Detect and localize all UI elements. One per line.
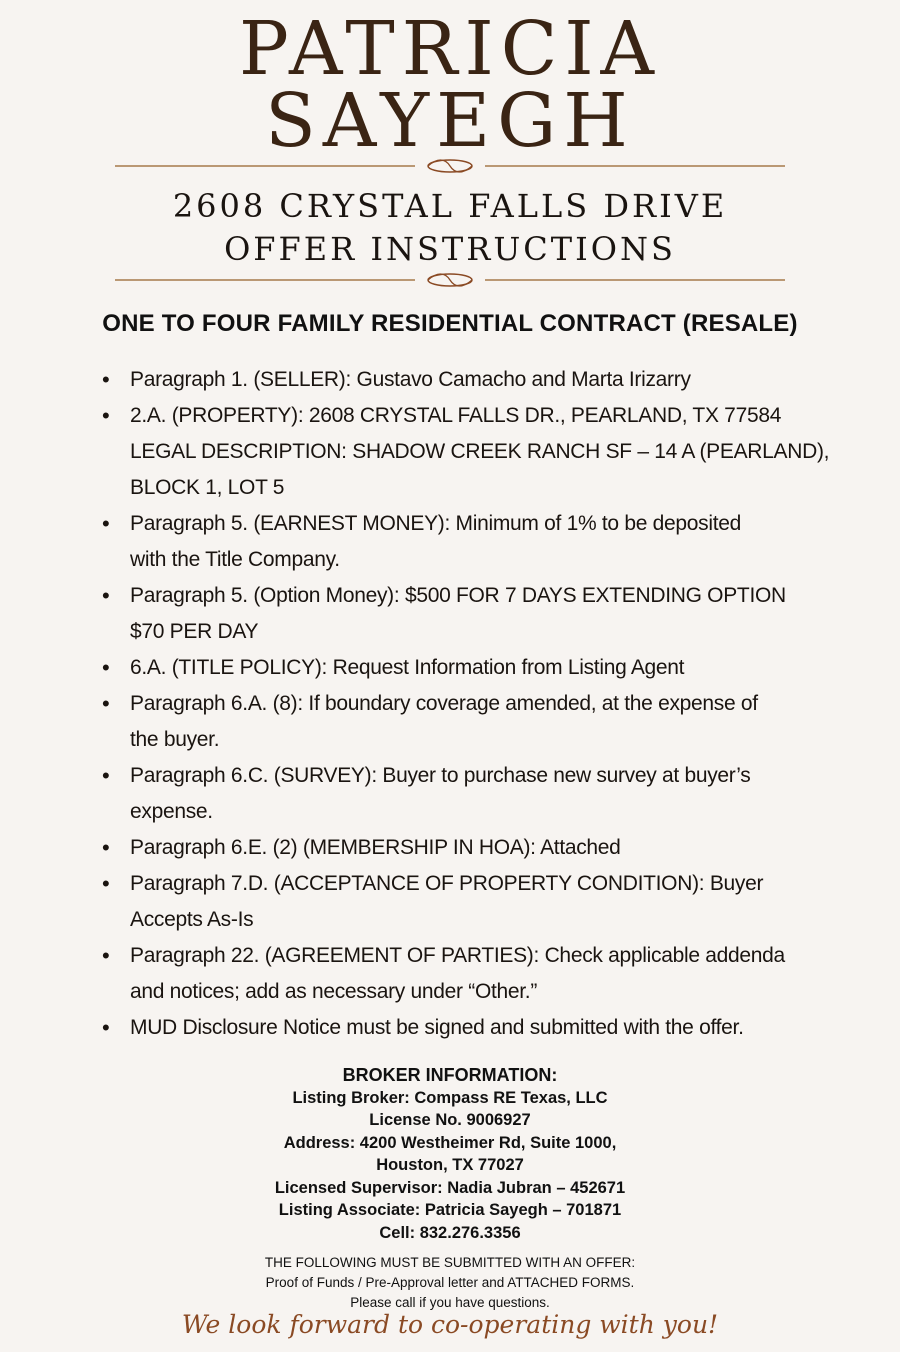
bullet-icon: • (102, 583, 110, 608)
instruction-line: Paragraph 6.C. (SURVEY): Buyer to purchase new survey at buyer’s (130, 764, 751, 787)
agent-name-last: SAYEGH (265, 78, 635, 164)
instruction-line: Accepts As-Is (130, 908, 254, 931)
broker-line: Houston, TX 77027 (376, 1156, 524, 1174)
instruction-line: Paragraph 5. (EARNEST MONEY): Minimum of 1% to be deposited (130, 512, 742, 535)
broker-line: Address: 4200 Westheimer Rd, Suite 1000, (283, 1133, 617, 1152)
instruction-line: Paragraph 6.A. (8): If boundary coverage amended, at the expense of (130, 692, 758, 715)
broker-line: License No. 9006927 (369, 1111, 531, 1129)
instruction-item (100, 830, 860, 866)
broker-line: Licensed Supervisor: Nadia Jubran – 452671 (274, 1178, 626, 1197)
instruction-item (100, 686, 860, 758)
instruction-item (100, 650, 860, 686)
broker-information (0, 1064, 900, 1244)
instruction-item (100, 938, 860, 1010)
instruction-line: and notices; add as necessary under “Other.” (130, 980, 538, 1003)
bullet-icon: • (102, 403, 110, 428)
bullet-icon: • (102, 511, 110, 536)
instruction-list (100, 362, 860, 1046)
instruction-item (100, 578, 860, 650)
property-address-title: 2608 CRYSTAL FALLS DRIVE (172, 187, 728, 225)
broker-heading: BROKER INFORMATION: (342, 1065, 558, 1085)
bullet-icon: • (102, 763, 110, 788)
instruction-line: Paragraph 22. (AGREEMENT OF PARTIES): Check applicable addenda (130, 944, 785, 967)
instruction-line: the buyer. (130, 728, 220, 751)
broker-line: Cell: 832.276.3356 (379, 1223, 521, 1242)
instruction-line: 2.A. (PROPERTY): 2608 CRYSTAL FALLS DR., PEARLAND, TX 77584 (130, 404, 782, 427)
instruction-line: expense. (130, 800, 213, 823)
submit-line: Proof of Funds / Pre-Approval letter and ATTACHED FORMS. (265, 1275, 635, 1290)
submission-requirements (0, 1253, 900, 1313)
instruction-line: LEGAL DESCRIPTION: SHADOW CREEK RANCH SF – 14 A (PEARLAND), (130, 440, 830, 463)
ornamental-divider (115, 270, 785, 290)
closing-message: We look forward to co-operating with you! (181, 1310, 719, 1339)
ornamental-divider (115, 156, 785, 176)
instruction-item (100, 398, 860, 506)
instruction-line: 6.A. (TITLE POLICY): Request Information from Listing Agent (130, 656, 685, 679)
bullet-icon: • (102, 655, 110, 680)
instruction-item (100, 506, 860, 578)
bullet-icon: • (102, 1015, 110, 1040)
instruction-line: with the Title Company. (130, 548, 340, 571)
instruction-line: MUD Disclosure Notice must be signed and submitted with the offer. (130, 1016, 744, 1039)
bullet-icon: • (102, 367, 110, 392)
instruction-item (100, 866, 860, 938)
instruction-item (100, 1010, 860, 1046)
instruction-line: $70 PER DAY (130, 620, 259, 643)
instruction-line: Paragraph 6.E. (2) (MEMBERSHIP IN HOA): Attached (130, 836, 621, 859)
agent-name-first: PATRICIA (239, 6, 661, 92)
instruction-line: Paragraph 7.D. (ACCEPTANCE OF PROPERTY CONDITION): Buyer (130, 872, 764, 895)
submit-line: Please call if you have questions. (350, 1295, 550, 1310)
offer-instructions-title: OFFER INSTRUCTIONS (224, 230, 676, 268)
bullet-icon: • (102, 943, 110, 968)
instruction-line: Paragraph 1. (SELLER): Gustavo Camacho and Marta Irizarry (130, 368, 691, 391)
submit-line: THE FOLLOWING MUST BE SUBMITTED WITH AN OFFER: (264, 1255, 636, 1270)
instruction-item (100, 758, 860, 830)
bullet-icon: • (102, 835, 110, 860)
instruction-line: Paragraph 5. (Option Money): $500 FOR 7 DAYS EXTENDING OPTION (130, 584, 786, 607)
instruction-item (100, 362, 860, 398)
broker-line: Listing Associate: Patricia Sayegh – 701871 (278, 1201, 622, 1219)
instruction-line: BLOCK 1, LOT 5 (130, 476, 285, 499)
contract-heading: ONE TO FOUR FAMILY RESIDENTIAL CONTRACT (RESALE) (102, 310, 798, 337)
bullet-icon: • (102, 691, 110, 716)
bullet-icon: • (102, 871, 110, 896)
broker-line: Listing Broker: Compass RE Texas, LLC (292, 1088, 608, 1107)
